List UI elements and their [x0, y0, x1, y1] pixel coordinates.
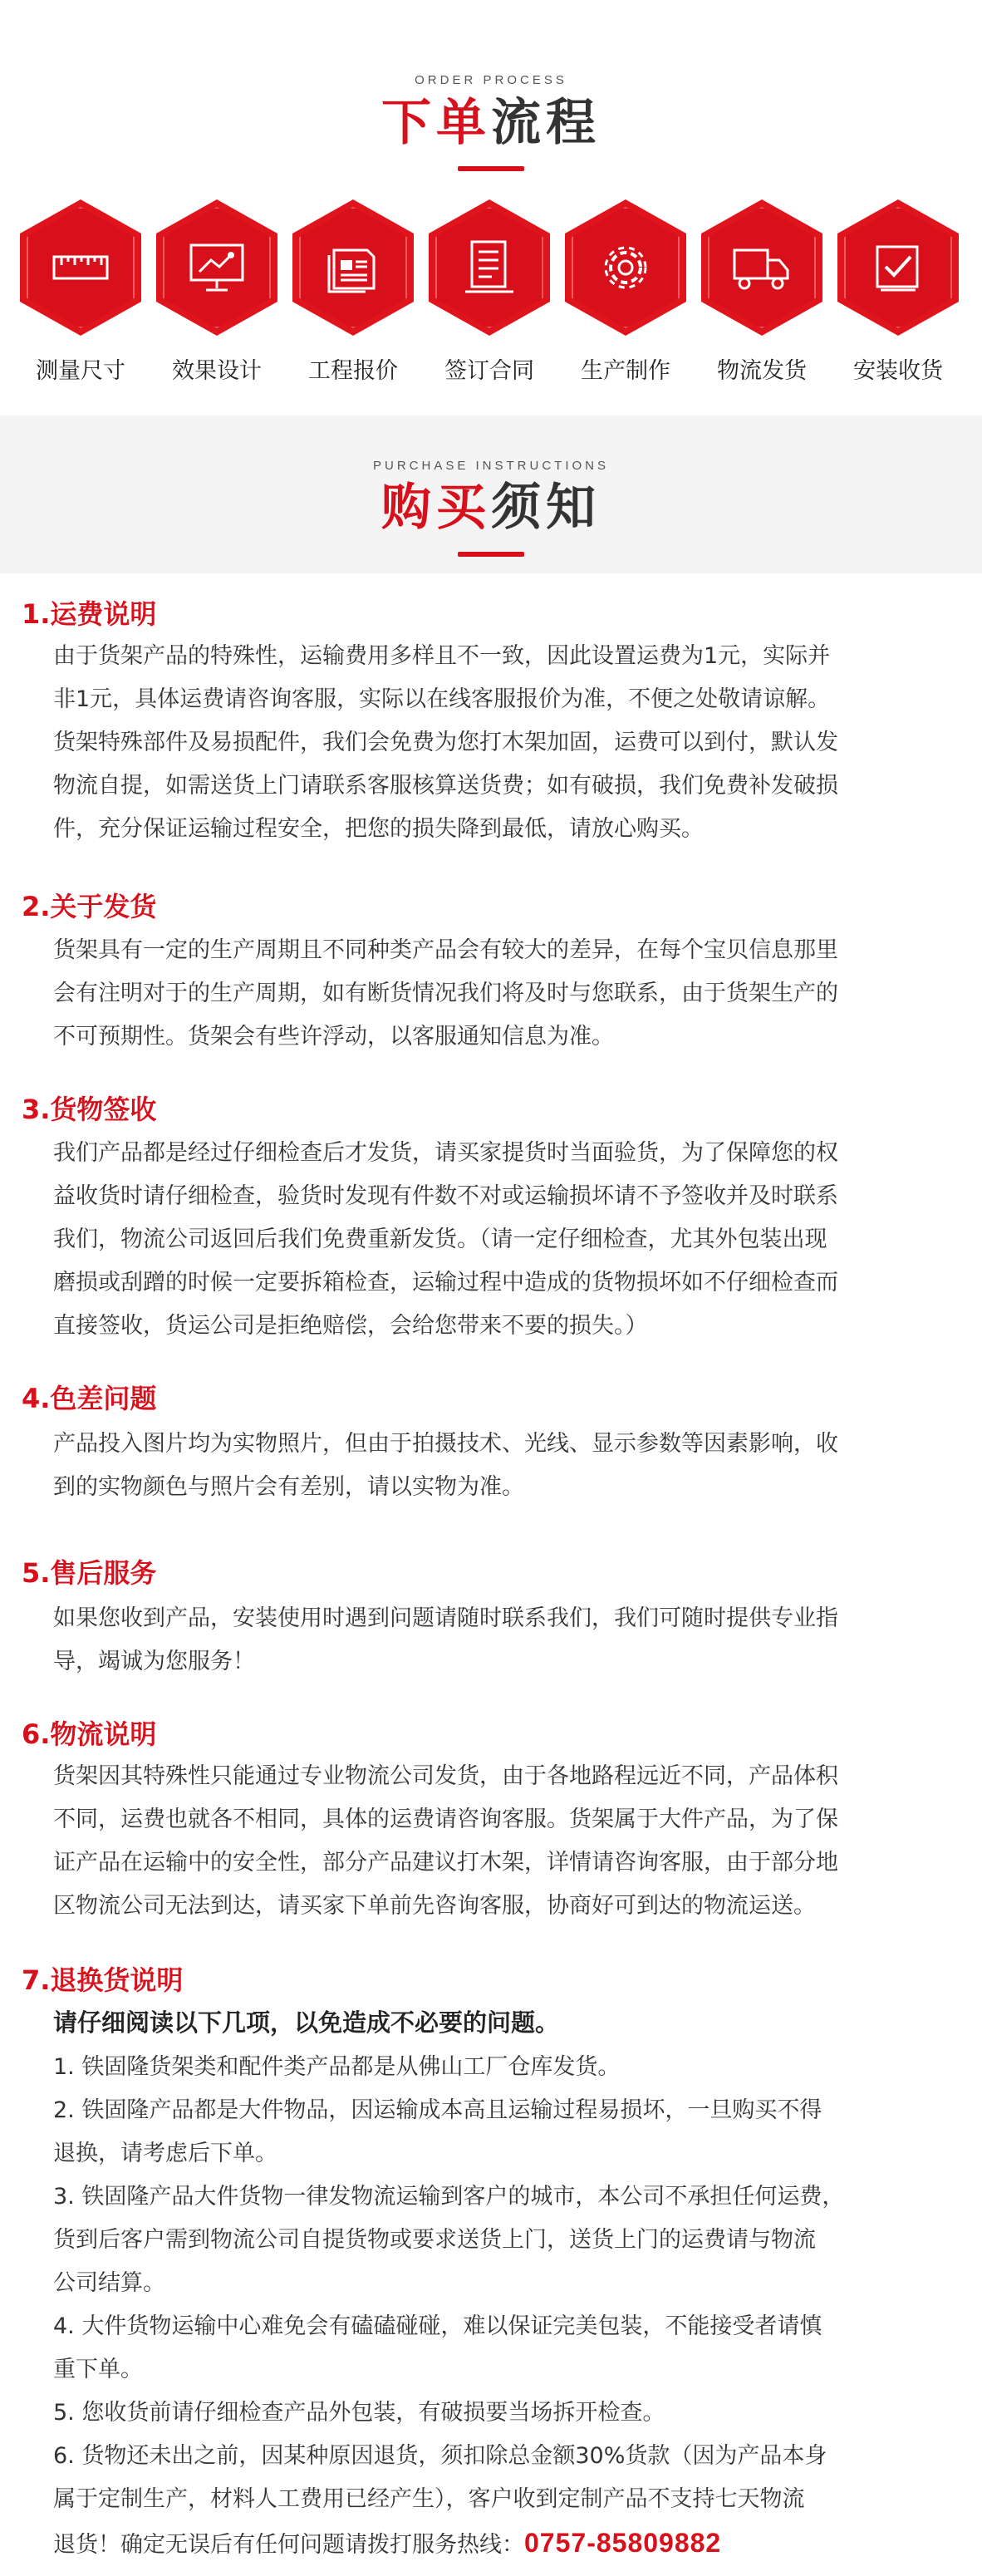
body-line: 重下单。: [53, 2357, 143, 2382]
body-line: 件，充分保证运输过程安全，把您的损失降到最低，请放心购买。: [53, 816, 704, 842]
body-line: 货到后客户需到物流公司自提货物或要求送货上门，送货上门的运费请与物流: [53, 2227, 816, 2253]
section-intro: 请仔细阅读以下几项，以免造成不必要的问题。: [53, 2008, 560, 2037]
process-step-contract: [427, 199, 552, 391]
order-process-en-label: ORDER PROCESS: [415, 73, 567, 87]
section-heading: 5.售后服务: [22, 1557, 157, 1589]
process-step-label: 物流发货: [717, 358, 807, 384]
process-step-measure: [18, 199, 143, 391]
hotline-prefix: 退货！确定无误后有任何问题请拨打服务热线：: [53, 2532, 524, 2558]
process-step-shipping: [700, 199, 824, 391]
section-body: [53, 1132, 959, 1348]
section-body: [53, 635, 959, 851]
process-step-label: 效果设计: [172, 358, 262, 384]
process-steps: [18, 199, 965, 391]
contract-icon: [460, 238, 518, 297]
process-step-label: 签订合同: [444, 358, 534, 384]
section-body: [53, 1597, 959, 1684]
body-line: 益收货时请仔细检查，验货时发现有件数不对或运输损坏请不予签收并及时联系: [53, 1183, 838, 1209]
order-process-title-red: 下单: [381, 94, 491, 152]
body-line: 区物流公司无法到达，请买家下单前先咨询客服，协商好可到达的物流运送。: [53, 1893, 816, 1919]
body-line: 会有注明对于的生产周期，如有断货情况我们将及时与您联系，由于货架生产的: [53, 981, 838, 1006]
body-line: 不同，运费也就各不相同，具体的运费请咨询客服。货架属于大件产品，为了保: [53, 1807, 838, 1832]
design-monitor-icon: [188, 238, 246, 297]
body-line: 货架具有一定的生产周期且不同种类产品会有较大的差异，在每个宝贝信息那里: [53, 937, 838, 963]
section-heading: 3.货物签收: [22, 1094, 157, 1125]
body-line: 5. 您收货前请仔细检查产品外包装，有破损要当场拆开检查。: [53, 2400, 665, 2426]
purchase-title-dark: 须知: [491, 479, 601, 537]
hexagon-badge: [429, 199, 550, 336]
process-step-label: 安装收货: [853, 358, 943, 384]
hexagon-badge: [20, 199, 141, 336]
body-line: 6. 货物还未出之前，因某种原因退货，须扣除总金额30%货款（因为产品本身: [53, 2443, 827, 2469]
purchase-title: [0, 478, 982, 538]
process-step-label: 生产制作: [581, 358, 670, 384]
section-body: [53, 1423, 959, 1509]
section-heading: 7.退换货说明: [22, 1964, 184, 1996]
section-body: [53, 929, 959, 1059]
hexagon-badge: [292, 199, 414, 336]
process-step-install: [836, 199, 960, 391]
body-line: 我们产品都是经过仔细检查后才发货，请买家提货时当面验货，为了保障您的权: [53, 1140, 838, 1166]
purchase-en-label: PURCHASE INSTRUCTIONS: [372, 459, 610, 473]
hexagon-badge: [701, 199, 822, 336]
body-line: 货架因其特殊性只能通过专业物流公司发货，由于各地路程远近不同，产品体积: [53, 1763, 838, 1789]
section-heading: 1.运费说明: [22, 598, 157, 630]
body-line: 属于定制生产，材料人工费用已经产生），客户收到定制产品不支持七天物流: [53, 2486, 805, 2512]
section-heading: 2.关于发货: [22, 891, 157, 922]
order-process-underline: [458, 166, 524, 171]
body-line: 4. 大件货物运输中心难免会有磕磕碰碰，难以保证完美包装，不能接受者请慎: [53, 2313, 822, 2339]
body-line: 物流自提，如需送货上门请联系客服核算送货费；如有破损，我们免费补发破损: [53, 773, 838, 799]
quote-document-icon: [324, 238, 382, 297]
body-line: 非1元，具体运费请咨询客服，实际以在线客服报价为准，不便之处敬请谅解。: [53, 686, 831, 712]
body-line: 退换，请考虑后下单。: [53, 2141, 277, 2166]
body-line: 如果您收到产品，安装使用时遇到问题请随时联系我们，我们可随时提供专业指: [53, 1605, 838, 1631]
gear-icon: [597, 238, 655, 297]
section-heading: 6.物流说明: [22, 1718, 157, 1750]
checked-box-icon: [869, 238, 927, 297]
hexagon-badge: [156, 199, 277, 336]
purchase-underline: [458, 552, 524, 557]
hexagon-badge: [837, 199, 959, 336]
body-line: 磨损或刮蹭的时候一定要拆箱检查，运输过程中造成的货物损坏如不仔细检查而: [53, 1270, 838, 1295]
process-step-design: [155, 199, 279, 391]
body-line: 导，竭诚为您服务！: [53, 1649, 255, 1674]
body-line: 公司结算。: [53, 2270, 165, 2296]
body-line: 1. 铁固隆货架类和配件类产品都是从佛山工厂仓库发货。: [53, 2054, 621, 2080]
order-process-title: [0, 93, 982, 153]
body-line: 2. 铁固隆产品都是大件物品，因运输成本高且运输过程易损坏，一旦购买不得: [53, 2097, 822, 2123]
body-line-hotline: [53, 2521, 959, 2567]
ruler-icon: [52, 238, 110, 297]
process-step-quote: [291, 199, 415, 391]
body-line: 货架特殊部件及易损配件，我们会免费为您打木架加固，运费可以到付，默认发: [53, 730, 838, 755]
order-process-title-dark: 流程: [491, 94, 601, 152]
purchase-title-red: 购买: [381, 479, 491, 537]
body-line: 不可预期性。货架会有些许浮动，以客服通知信息为准。: [53, 1024, 614, 1050]
process-step-production: [563, 199, 688, 391]
process-step-label: 测量尺寸: [36, 358, 125, 384]
body-line: 直接签收，货运公司是拒绝赔偿，会给您带来不要的损失。）: [53, 1313, 648, 1339]
section-body: [53, 2046, 959, 2567]
body-line: 产品投入图片均为实物照片，但由于拍摄技术、光线、显示参数等因素影响，收: [53, 1431, 838, 1457]
process-step-label: 工程报价: [308, 358, 398, 384]
body-line: 到的实物颜色与照片会有差别，请以实物为准。: [53, 1474, 524, 1500]
section-body: [53, 1755, 959, 1928]
body-line: 证产品在运输中的安全性，部分产品建议打木架，详情请咨询客服，由于部分地: [53, 1850, 838, 1875]
truck-icon: [733, 238, 791, 297]
body-line: 由于货架产品的特殊性，运输费用多样且不一致，因此设置运费为1元，实际并: [53, 643, 831, 669]
section-heading: 4.色差问题: [22, 1383, 157, 1414]
service-hotline[interactable]: 0757-85809882: [524, 2528, 722, 2558]
hexagon-badge: [565, 199, 686, 336]
body-line: 3. 铁固隆产品大件货物一律发物流运输到客户的城市，本公司不承担任何运费，: [53, 2184, 845, 2210]
body-line: 我们，物流公司返回后我们免费重新发货。（请一定仔细检查，尤其外包装出现: [53, 1227, 827, 1252]
